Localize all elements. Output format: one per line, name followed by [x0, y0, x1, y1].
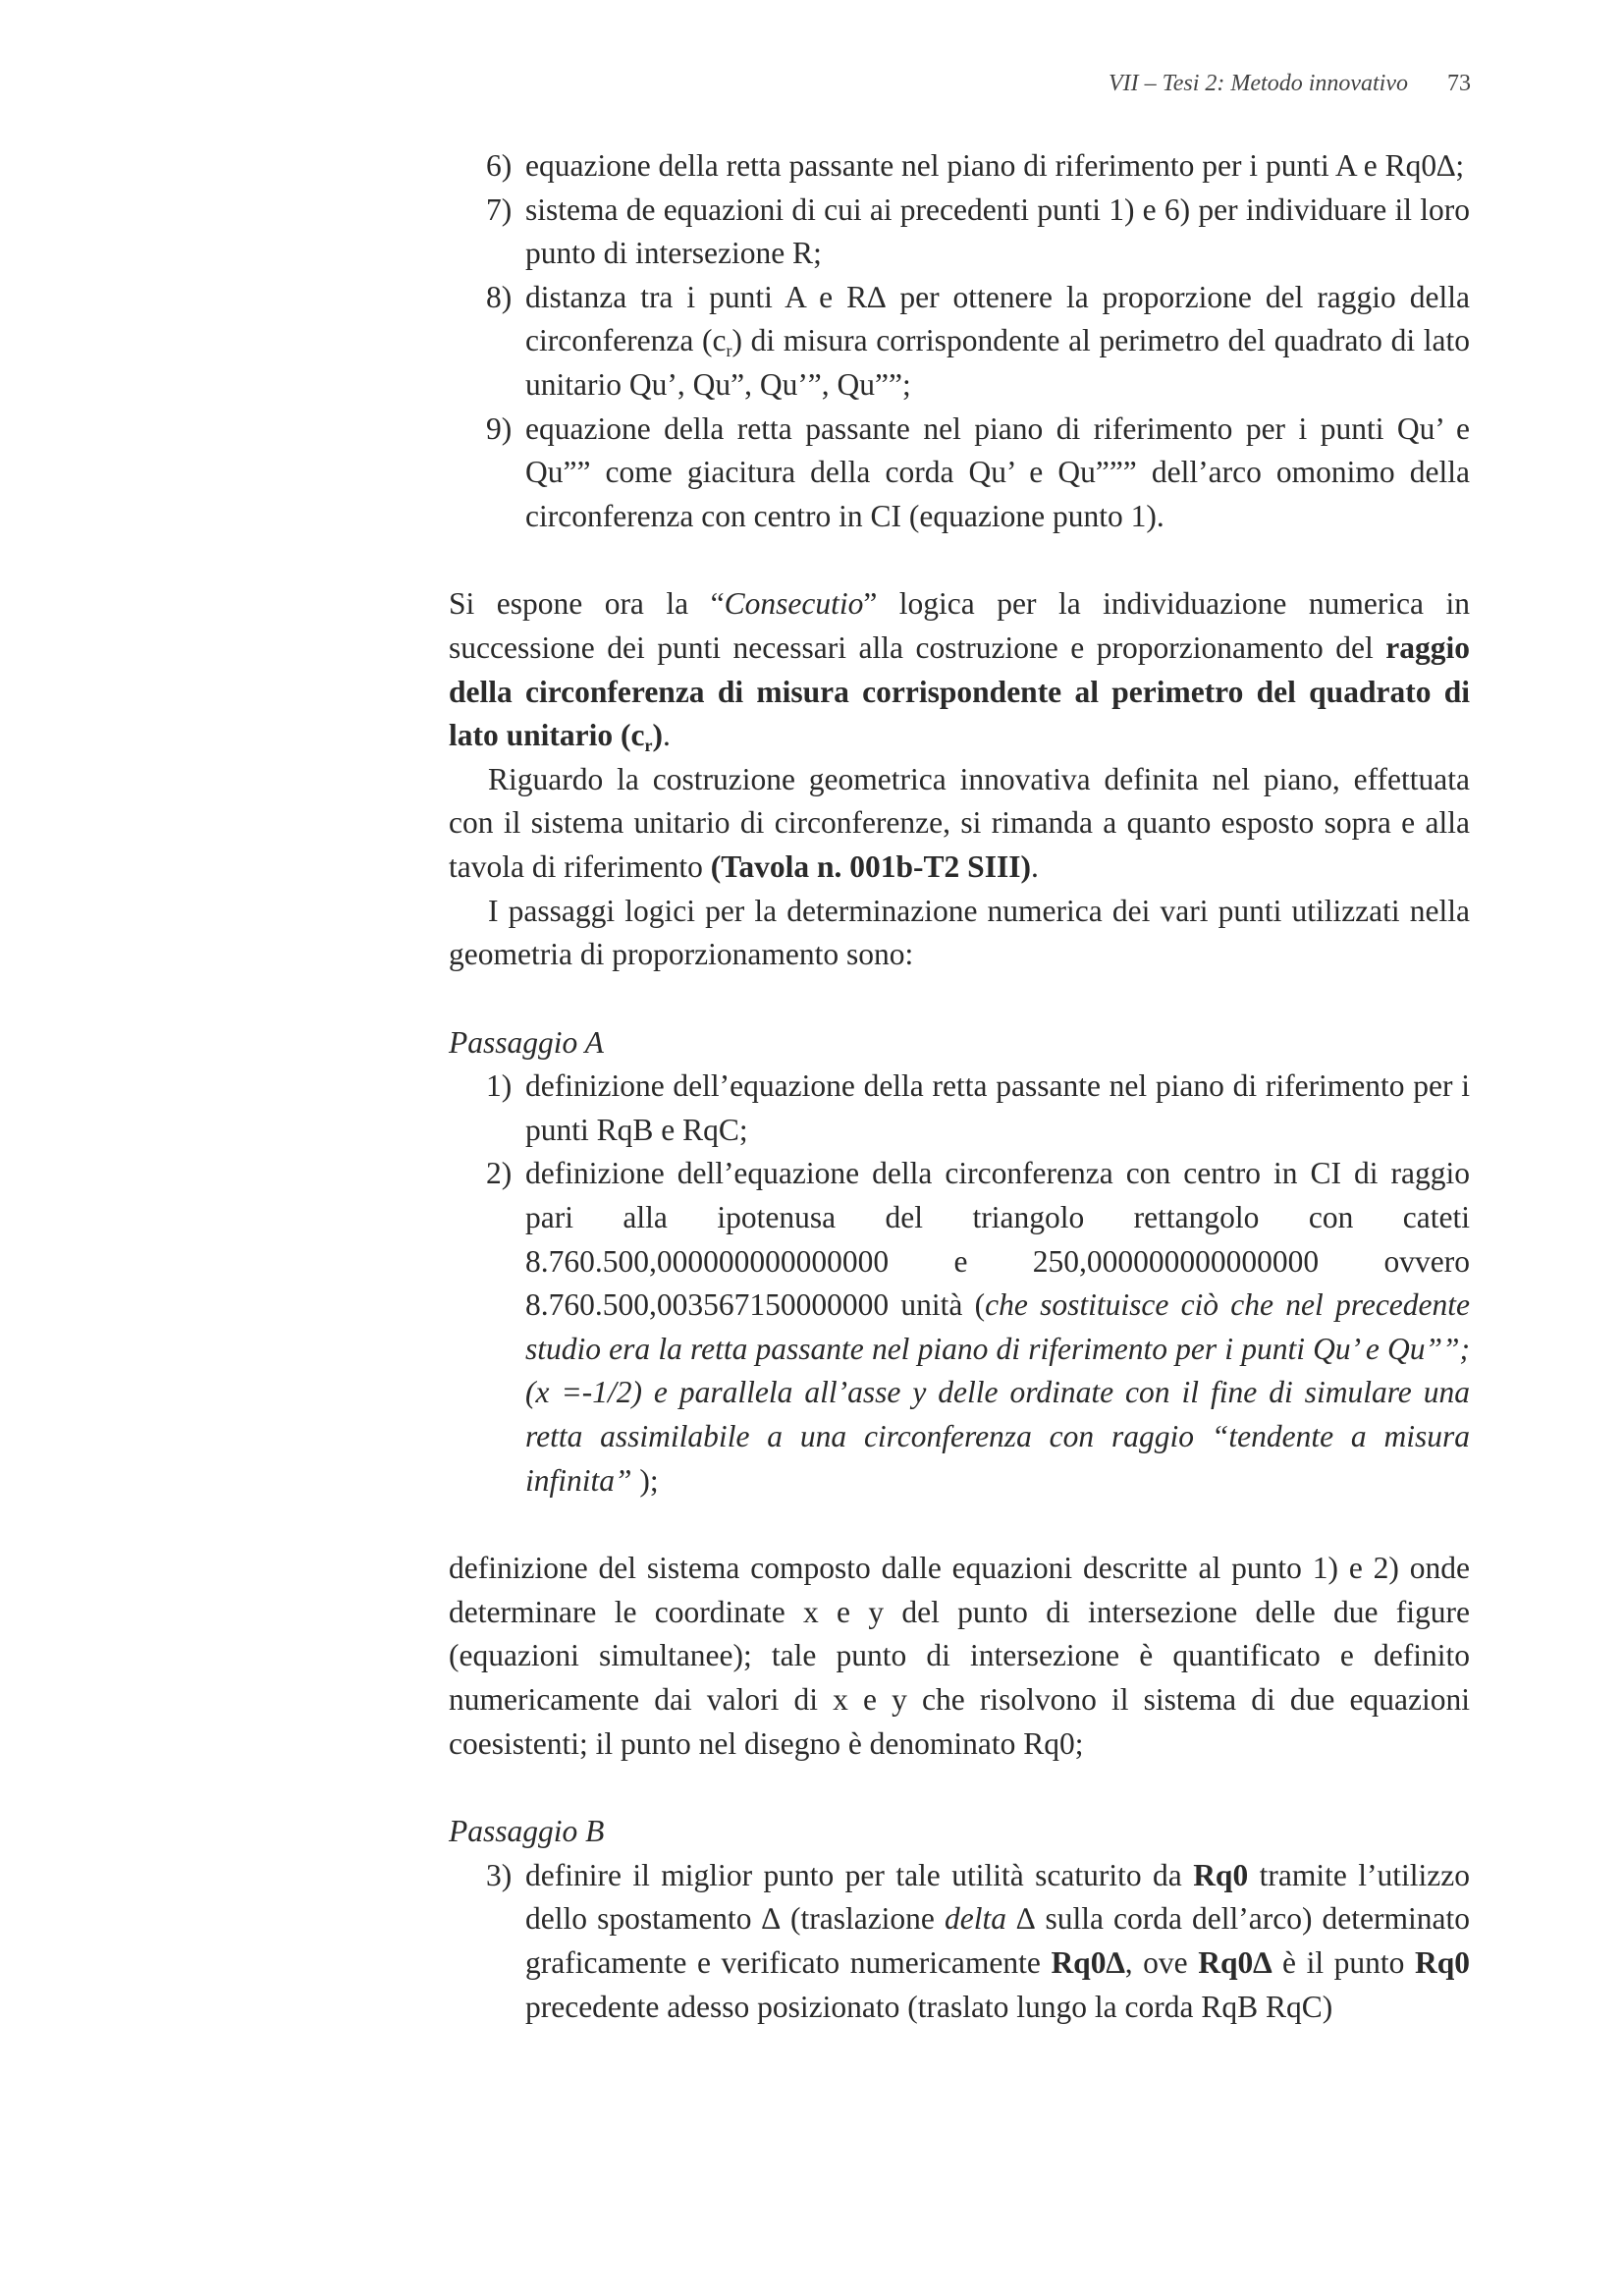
page-number: 73: [1447, 71, 1471, 96]
running-header: [1109, 71, 1471, 97]
item-number: 2): [486, 1156, 513, 1191]
italic-run: delta: [945, 1901, 1006, 1937]
list-item: [449, 144, 1470, 189]
text-run: tramite l’utilizzo dello spostamento ∆ (traslazione: [525, 1857, 1470, 1937]
bold-run: (Tavola n. 001b-T2 SIII): [710, 848, 1031, 884]
bold-run: Rq0: [1414, 1944, 1470, 1980]
italic-run: Consecutio: [724, 586, 864, 622]
item-text: definizione dell’equazione della circonferenza con centro in CI di raggio pari alla ipotenusa del triangolo rettangolo con cateti 8.760.500,000000000000000 e 250,000000000000000 ovvero 8.760.500,003567150000000 unità (: [525, 1156, 1470, 1323]
list-item: [449, 1065, 1470, 1152]
bold-run: Rq0∆: [1051, 1944, 1125, 1980]
list-item: [449, 1854, 1470, 2029]
subscript-r: r: [644, 736, 653, 756]
steps-list-b: [449, 1854, 1470, 2029]
text-run: Si espone ora la “: [449, 586, 725, 622]
item-text: sistema de equazioni di cui ai precedenti punti 1) e 6) per individuare il loro punto di intersezione R;: [525, 191, 1470, 271]
bold-run: Rq0: [1193, 1857, 1249, 1892]
text-run: .: [662, 718, 671, 753]
item-text-tail: );: [639, 1462, 659, 1498]
steps-list-continued: [449, 144, 1470, 538]
paragraph-passaggi: I passaggi logici per la determinazione numerica dei vari punti utilizzati nella geometria di proporzionamento sono:: [449, 893, 1470, 972]
text-run: Riguardo la costruzione geometrica innovativa definita nel piano, effettuata con il sistema unitario di circonferenze, si rimanda a quanto esposto sopra e alla tavola di riferimento: [449, 761, 1470, 884]
item-text-post: ) di misura corrispondente al perimetro del quadrato di lato unitario Qu’, Qu”, Qu’”, Qu””;: [525, 323, 1470, 402]
bold-run: raggio della circonferenza di misura corrispondente al perimetro del quadrato di lato unitario (c: [449, 629, 1470, 753]
steps-list-a: [449, 1065, 1470, 1503]
list-item: [449, 1152, 1470, 1503]
paragraph-consecutio: [449, 582, 1470, 757]
italic-run: che sostituisce ciò che nel precedente studio era la retta passante nel piano di riferimento per i punti Qu’ e Qu””; (x =-1/2) e parallela all’asse y delle ordinate con il fine di simulare una retta assimilabile a una circonferenza con raggio “tendente a misura infinita”: [525, 1287, 1470, 1498]
text-run: , ove: [1124, 1944, 1199, 1980]
item-text: definizione dell’equazione della retta passante nel piano di riferimento per i punti RqB e RqC;: [525, 1068, 1470, 1147]
list-item: [449, 408, 1470, 539]
list-item: [449, 276, 1470, 408]
section-title-b: Passaggio B: [449, 1814, 605, 1849]
text-run: definire il miglior punto per tale utilità scaturito da: [525, 1857, 1194, 1892]
text-run: ∆ sulla corda dell’arco) determinato graficamente e verificato numericamente: [525, 1901, 1470, 1980]
section-title-a: Passaggio A: [449, 1024, 604, 1060]
item-number: 6): [486, 148, 513, 183]
paragraph-tavola: [449, 758, 1470, 890]
list-item: [449, 189, 1470, 276]
paragraph-sistema: definizione del sistema composto dalle equazioni descritte al punto 1) e 2) onde determinare le coordinate x e y del punto di intersezione delle due figure (equazioni simultanee); tale punto di intersezione è quantificato e definito numericamente dai valori di x e y che risolvono il sistema di due equazioni coesistenti; il punto nel disegno è denominato Rq0;: [449, 1551, 1470, 1761]
item-number: 8): [486, 279, 513, 314]
text-run: .: [1030, 848, 1039, 884]
item-text-pre: distanza tra i punti A e R∆ per ottenere la proporzione del raggio della circonferenza (c: [525, 279, 1470, 358]
text-run: è il punto: [1272, 1944, 1415, 1980]
item-number: 9): [486, 410, 513, 446]
item-text: equazione della retta passante nel piano di riferimento per i punti Qu’ e Qu”” come giacitura della corda Qu’ e Qu””” dell’arco omonimo della circonferenza con centro in CI (equazione punto 1).: [525, 410, 1470, 533]
item-number: 3): [486, 1857, 513, 1892]
bold-run: ): [652, 718, 663, 753]
text-run: ” logica per la individuazione numerica in successione dei punti necessari alla costruzione e proporzionamento del: [449, 586, 1470, 665]
text-run: precedente adesso posizionato (traslato lungo la corda RqB RqC): [525, 1989, 1333, 2024]
subscript-r: r: [726, 341, 732, 361]
bold-run: Rq0∆: [1198, 1944, 1272, 1980]
item-number: 7): [486, 191, 513, 227]
item-number: 1): [486, 1068, 513, 1104]
running-title: VII – Tesi 2: Metodo innovativo: [1108, 71, 1408, 96]
item-text: equazione della retta passante nel piano di riferimento per i punti A e Rq0∆;: [525, 148, 1465, 183]
page-body: [449, 144, 1470, 2029]
